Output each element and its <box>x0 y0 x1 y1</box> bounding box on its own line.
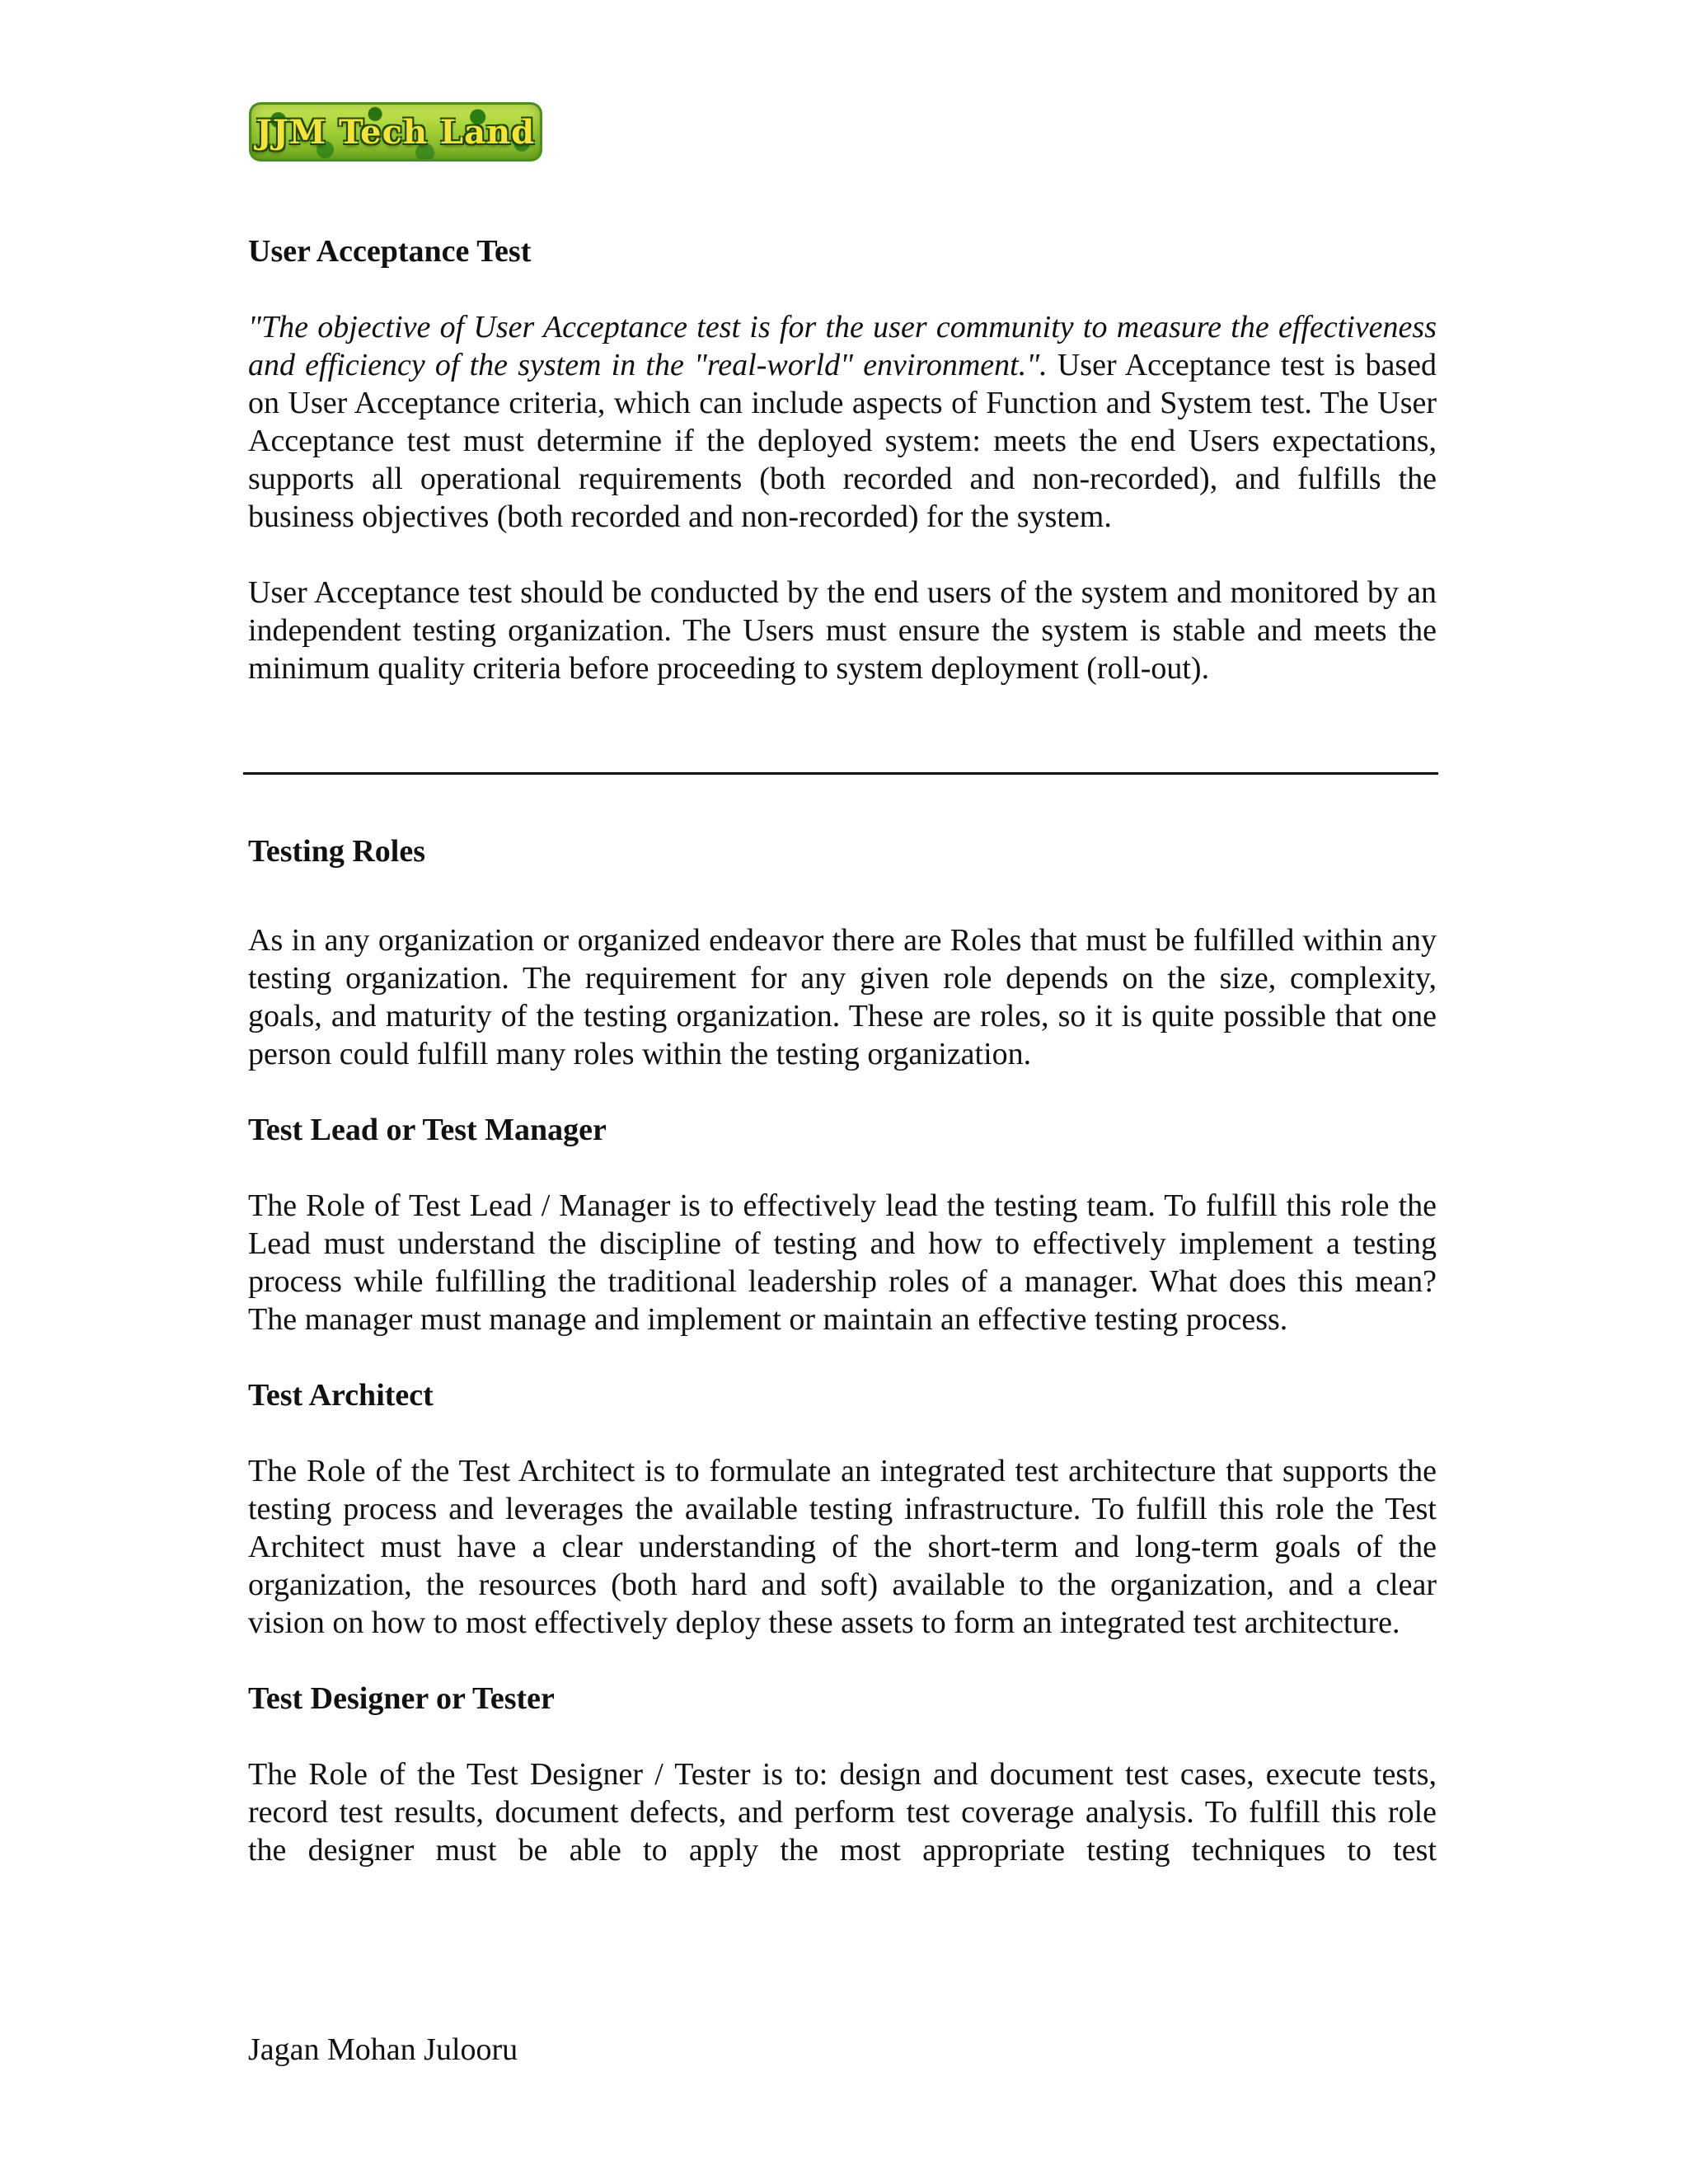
logo-text: JJM Tech Land <box>256 112 536 152</box>
horizontal-divider <box>243 772 1438 775</box>
section-test-architect <box>248 1376 1437 1680</box>
document-body <box>248 232 1437 687</box>
section-user-acceptance-test <box>248 232 1437 687</box>
paragraph-test-lead: The Role of Test Lead / Manager is to effectively lead the testing team. To fulfill this role the Lead must understand the discipline of testing and how to effectively implement a testing process while fulfilling the traditional leadership roles of a manager. What does this mean? The manager must manage and implement or maintain an effective testing process. <box>248 1188 1437 1337</box>
heading-test-architect: Test Architect <box>248 1378 434 1413</box>
uat-objective-text: User Acceptance test is based on User Acceptance criteria, which can include aspects of Function and System test. The User Acceptance test must determine if the deployed system: meets the end Users expectations, supports all operational requirements (both recorded and non-recorded), and fulfills the business objectives (both recorded and non-recorded) for the system. <box>248 348 1437 534</box>
section-test-lead <box>248 1111 1437 1376</box>
paragraph-test-designer: The Role of the Test Designer / Tester is to: design and document test cases, execute tests, record test results, document defects, and perform test coverage analysis. To fulfill this role the designer must be able to apply the most appropriate testing techniques to test <box>248 1757 1437 1868</box>
paragraph-uat-objective <box>248 308 1437 536</box>
heading-test-lead: Test Lead or Test Manager <box>248 1113 607 1147</box>
heading-testing-roles: Testing Roles <box>248 834 426 869</box>
section-testing-roles <box>248 832 1437 1111</box>
document-body-continued <box>248 832 1437 1869</box>
footer-author: Jagan Mohan Julooru <box>248 2032 518 2067</box>
heading-test-designer: Test Designer or Tester <box>248 1681 555 1716</box>
logo <box>249 102 542 162</box>
paragraph-test-architect: The Role of the Test Architect is to formulate an integrated test architecture that supports the testing process and leverages the available testing infrastructure. To fulfill this role the Test Architect must have a clear understanding of the short-term and long-term goals of the organization, the resources (both hard and soft) available to the organization, and a clear vision on how to most effectively deploy these assets to form an integrated test architecture. <box>248 1454 1437 1640</box>
uat-objective-quote: "The objective of User Acceptance test is for the user community to measure the effectiveness and efficiency of the system in the "real-world" environment.". <box>248 310 1437 382</box>
paragraph-testing-roles: As in any organization or organized endeavor there are Roles that must be fulfilled within any testing organization. The requirement for any given role depends on the size, complexity, goals, and maturity of the testing organization. These are roles, so it is quite possible that one person could fulfill many roles within the testing organization. <box>248 923 1437 1071</box>
heading-user-acceptance-test: User Acceptance Test <box>248 234 532 269</box>
paragraph-uat-conduct: User Acceptance test should be conducted by the end users of the system and monitored by an independent testing organization. The Users must ensure the system is stable and meets the minimum quality criteria before proceeding to system deployment (roll-out). <box>248 575 1437 686</box>
section-test-designer <box>248 1680 1437 1869</box>
